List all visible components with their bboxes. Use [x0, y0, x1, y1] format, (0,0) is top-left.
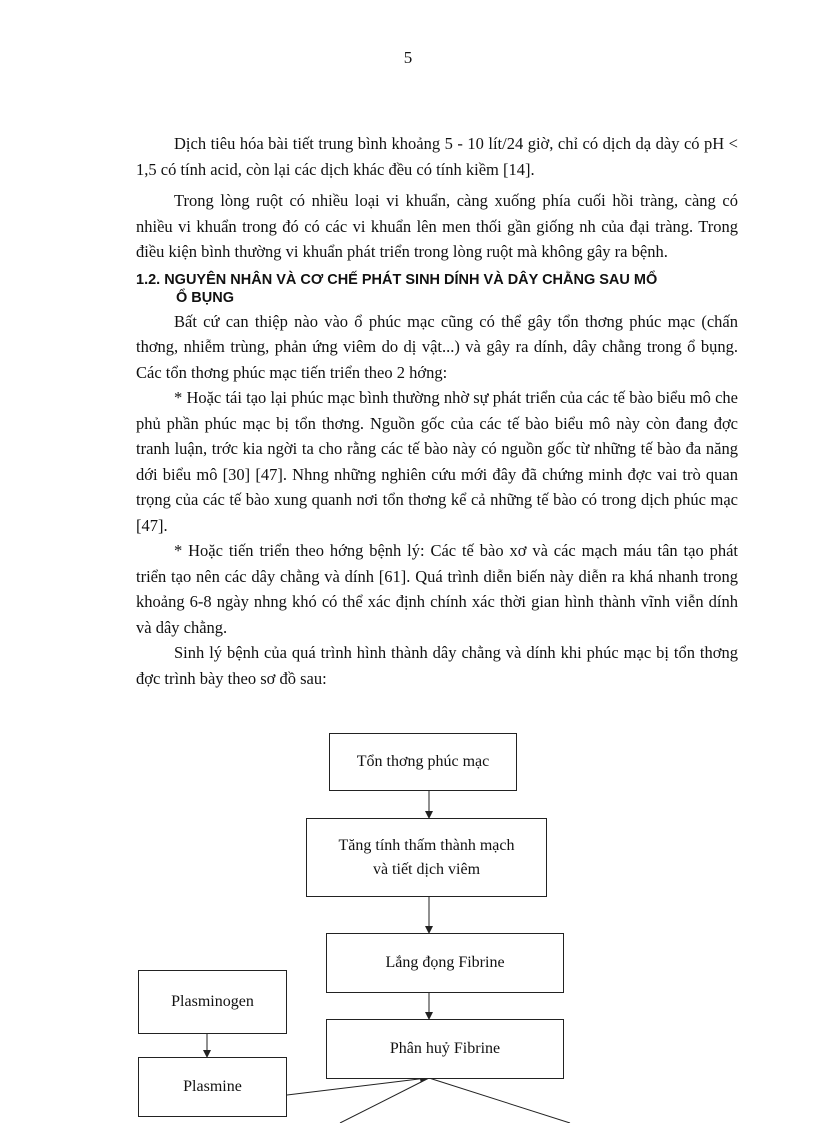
page-number: 5: [403, 48, 413, 67]
section-heading-line1: 1.2. NGUYÊN NHÂN VÀ CƠ CHẾ PHÁT SINH DÍNH VÀ DÂY CHẰNG SAU MỔ: [136, 271, 658, 288]
paragraph-diagram-intro: Sinh lý bệnh của quá trình hình thành dây chằng và dính khi phúc mạc bị tổn thơng đợc trình bày theo sơ đồ sau:: [136, 643, 738, 688]
diagram-box-vascular-permeability: [306, 818, 547, 897]
diagram-box-vascular-permeability-line2: và tiết dịch viêm: [372, 860, 481, 878]
diagram-box-plasmine: Plasmine: [138, 1057, 287, 1117]
diagram-box-fibrine-breakdown: Phân huỷ Fibrine: [326, 1019, 564, 1079]
paragraph-intervention: Bất cứ can thiệp nào vào ổ phúc mạc cũng có thể gây tổn thơng phúc mạc (chấn thơng, nhiễm trùng, phản ứng viêm do dị vật...) và gây ra dính, dây chằng trong ổ bụng. Các tổn thơng phúc mạc tiến triển theo 2 hớng:: [136, 311, 738, 382]
diagram-box-vascular-permeability-line1: Tăng tính thấm thành mạch: [338, 836, 515, 854]
paragraph-intestinal-bacteria: Trong lòng ruột có nhiều loại vi khuẩn, càng xuống phía cuối hồi tràng, càng có nhiều vi khuẩn trong đó có các vi khuẩn lên men thối gần giống nh của đại tràng. Trong điều kiện bình thường vi khuẩn phát triển trong lòng ruột mà không gây ra bệnh.: [136, 191, 738, 261]
section-heading-line2: Ổ BỤNG: [176, 289, 234, 306]
arrow-plasmine-to-box4: [287, 1078, 427, 1095]
line-box4-down-left: [340, 1078, 429, 1123]
paragraph-digestive-secretion: Dịch tiêu hóa bài tiết trung bình khoảng 5 - 10 lít/24 giờ, chỉ có dịch dạ dày có pH < 1,5 có tính acid, còn lại các dịch khác đều có tính kiềm [14].: [136, 134, 738, 179]
diagram-box-peritoneal-injury: Tổn thơng phúc mạc: [329, 733, 517, 791]
diagram-box-fibrine-deposit: Lắng đọng Fibrine: [326, 933, 564, 993]
line-box4-down-right: [429, 1078, 570, 1123]
paragraph-pathology: * Hoặc tiến triển theo hớng bệnh lý: Các tế bào xơ và các mạch máu tân tạo phát triển tạo nên các dây chằng và dính [61]. Quá trình diễn biến này diễn ra khá nhanh trong khoảng 6-8 ngày nhng khó có thể xác định chính xác thời gian hình thành vĩnh viễn dính và dây chằng.: [136, 541, 738, 637]
diagram-box-plasminogen: Plasminogen: [138, 970, 287, 1034]
paragraph-regeneration: * Hoặc tái tạo lại phúc mạc bình thường nhờ sự phát triển của các tế bào biểu mô che phủ phần phúc mạc bị tổn thơng. Nguồn gốc của các tế bào biểu mô này còn đang đợc tranh luận, trớc kia ngời ta cho rằng các tế bào này có nguồn gốc từ những tế bào đa năng dới biểu mô [30] [47]. Nhng những nghiên cứu mới đây đã chứng minh đợc vai trò quan trọng của các tế bào xung quanh nơi tổn thơng kể cả những tế bào có trong dịch phúc mạc [47].: [136, 388, 738, 535]
